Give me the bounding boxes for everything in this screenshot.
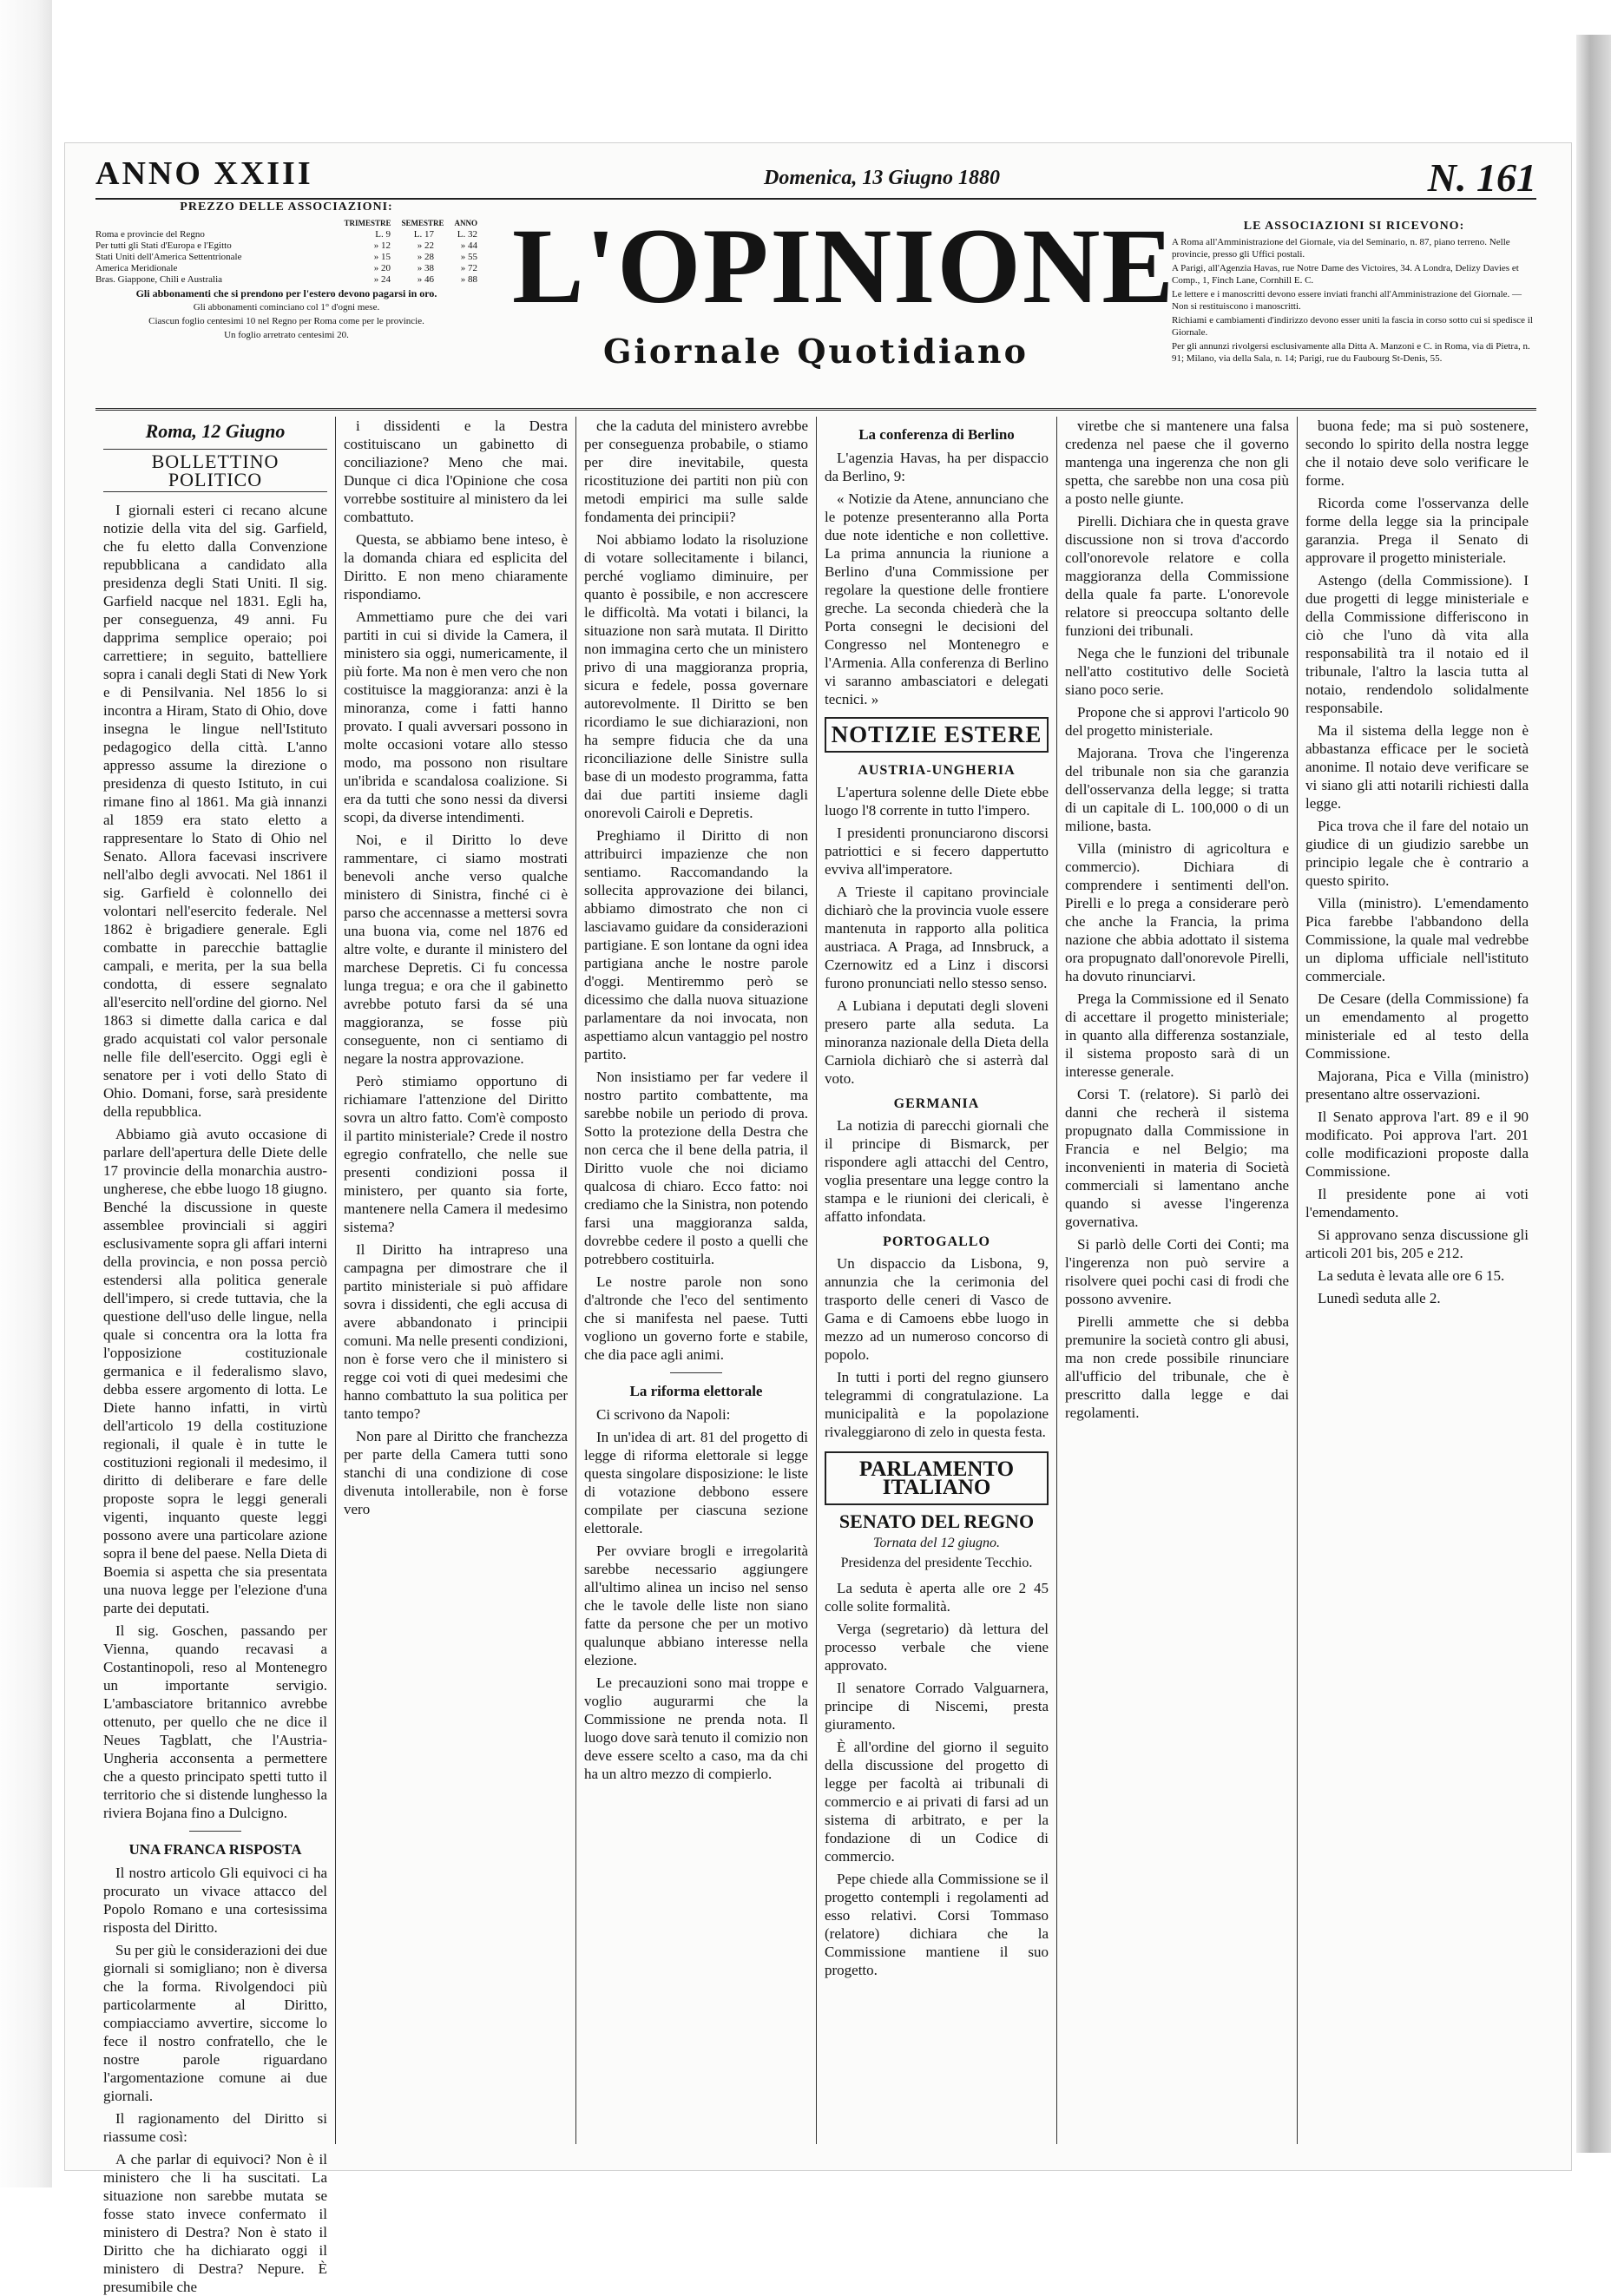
price-trim: » 15 [373,252,391,262]
page-edge-right [1576,35,1611,2153]
article-paragraph: Ma il sistema della legge non è abbastanza efficace per le società anonime. Il notaio deve verificare se vi siano gli atti notarili richiesti dalla legge. [1305,722,1529,812]
price-place: Roma e provincie del Regno [95,229,205,240]
article-paragraph: Abbiamo già avuto occasione di parlare dell'apertura delle Diete delle 17 provincie della monarchia austro-ungherese, che ebbe luogo 18 giugno. Benché la discussione in queste assemblee provinciali si aggiri esclusivamente sopra gli affari interni della provincia, e non possa perciò estendersi alla politica generale dell'impero, si crede tuttavia, che la questione dell'uso delle lingue, nella quale si concentra ora la lotta fra l'opposizione costituzionale germanica e il federalismo slavo, debba essere argomento di lotta. Le Diete hanno infatti, in virtù dell'articolo 19 della costituzione regionali, il quale è in tutte le costituzioni regionali il medesimo, il diritto di deliberare e fare delle proposte sopra le leggi generali vigenti, inquanto queste leggi possono avere una particolare azione sopra il bene del paese. Nella Dieta di Boemia si aspetta che sia presentata una nuova legge per l'elezione d'una parte dei deputati. [103,1126,327,1616]
article-paragraph: Pepe chiede alla Commissione se il progetto contempli i regolamenti ad esso relativi. Corsi Tommaso (relatore) dichiara che la Commissione mantiene il suo progetto. [825,1871,1049,1978]
price-row [95,274,477,286]
masthead-rule [95,408,1536,411]
article-paragraph: È all'ordine del giorno il seguito della discussione del progetto di legge per facoltà ai tribunali di commercio e ai privati di farsi ad un sistema di arbitrato, e per la fondazione di un Codice di commercio. [825,1739,1049,1865]
offices-rome: A Roma all'Amministrazione del Giornale, via del Seminario, n. 87, piano terreno. Nelle provincie, presso gli Uffici postali. [1172,237,1510,260]
senato-heading: SENATO DEL REGNO [838,1510,1035,1532]
issue-date: Domenica, 13 Giugno 1880 [764,167,1001,189]
article-paragraph: Lunedì seduta alle 2. [1318,1290,1441,1306]
price-anno: » 44 [460,240,477,251]
article-paragraph: I presidenti pronunciarono discorsi patriottici e si fecero dappertutto evviva all'imperatore. [825,825,1049,878]
germania-heading: GERMANIA [893,1096,980,1111]
subscription-prices [95,201,477,343]
price-trim: » 20 [373,263,391,273]
prices-heading: PREZZO DELLE ASSOCIAZIONI: [180,201,393,214]
article-paragraph: Majorana, Pica e Villa (ministro) presentano altre osservazioni. [1305,1068,1529,1102]
article-paragraph: L'agenzia Havas, ha per dispaccio da Berlino, 9: [825,450,1049,484]
article-paragraph: Però stimiamo opportuno di richiamare l'attenzione del Diritto sovra un altro fatto. Com'è composto il partito ministeriale? Crede il nostro egregio confratello, che nelle sue presenti condizioni possa il ministero, per quanto sia forte, mantenere nella Camera il medesimo sistema? [344,1073,568,1235]
article-paragraph: Astengo (della Commissione). I due progetti di legge ministeriale e della Commissione differiscono in ciò che l'uno dà vita alla responsabilità tra il notaio ed il tribunale, l'altro la lascia tutta al notaio, rendendolo solidalmente responsabile. [1305,572,1529,716]
article-paragraph: Ci scrivono da Napoli: [596,1406,731,1423]
article-paragraph: Pirelli ammette che si debba premunire la società contro gli abusi, ma non crede possibile rinunciare all'ufficio del tribunale, che è prescritto dalla legge e dai regolamenti. [1065,1313,1289,1421]
article-paragraph: Noi abbiamo lodato la risoluzione di votare sollecitamente i bilanci, perché vogliamo diminuire, per quanto è possibile, e non accrescere le difficoltà. Ma votati i bilanci, la situazione non sarà mutata. Il Diritto non immagina certo che un ministero privo di una maggioranza propria, sicura e fedele, possa governare autorevolmente. Il Diritto se ben ricordiamo le sue dichiarazioni, non ha sempre fiducia che da una riconciliazione delle Sinistre sulla base di un modesto programma, fatta dai due partiti insieme dagli onorevoli Cairoli e Depretis. [584,531,808,821]
tornata-line: Tornata del 12 giugno. [872,1536,1001,1550]
year-volume: ANNO XXIII [95,155,313,192]
price-place: Stati Uniti dell'America Settentrionale [95,252,242,262]
article-paragraph: Pica trova che il fare del notaio un giudice di un giudizio sarebbe un principio legale che è contrario a questo spirito. [1305,818,1529,889]
article-paragraph: Per ovviare brogli e irregolarità sarebbe necessario aggiungere all'ultimo alinea un inciso nel senso che le tavole delle liste non siano fatte da persone che per un motivo qualunque abbiano interesse nella elezione. [584,1543,808,1668]
top-rule [95,198,1536,200]
price-sem: » 22 [417,240,434,251]
franca-risposta-heading: UNA FRANCA RISPOSTA [128,1841,302,1858]
note-start: Gli abbonamenti cominciano col 1° d'ogni mese. [193,302,380,312]
price-anno: » 72 [460,263,477,273]
article-paragraph: i dissidenti e la Destra costituiscano un gabinetto di conciliazione? Meno che mai. Dunque ci dica l'Opinione che cosa vorrebbe sostituire al ministero da lei combattuto. [344,418,568,525]
note-gold: Gli abbonamenti che si prendono per l'estero devono pagarsi in oro. [135,287,437,299]
price-place: Per tutti gli Stati d'Europa e l'Egitto [95,240,232,251]
price-trim: L. 9 [375,229,391,240]
price-column-headers [95,217,477,229]
article-paragraph: Il Diritto ha intrapreso una campagna per dimostrare che il partito ministeriale si può affidare sovra i dissidenti, che egli accusa di avere abbandonato i principii comuni. Ma nelle presenti condizioni, non è forse vero che il ministero si regge coi voti di quei medesimi che hanno combattuto la sua politica per tanto tempo? [344,1241,568,1422]
article-paragraph: buona fede; ma si può sostenere, secondo lo spirito della nostra legge che il notaio deve solo verificare le forme. [1305,418,1529,489]
article-paragraph: Non insistiamo per far vedere il nostro partito combattente, ma sarebbe nobile un periodo di prova. Sotto la protezione della Destra che non cerca che il bene della patria, il Diritto vuole che noi diciamo qualcosa di chiaro. Ecco fatto: noi crediamo che la Sinistra, non potendo farsi una maggioranza salda, dovrebbe cedere il posto a quelli che potrebbero costituirla. [584,1069,808,1267]
portogallo-heading: PORTOGALLO [883,1234,990,1249]
price-trim: » 24 [373,274,391,285]
article-paragraph: Su per giù le considerazioni dei due giornali si somigliano; non è diversa che la forma. Rivolgendoci più particolarmente al Diritto, compiacciamo avvertire, siccome lo fece il nostro confratello, che le nostre parole riguardano l'argomentazione comune ai due giornali. [103,1942,327,2104]
article-paragraph: Un dispaccio da Lisbona, 9, annunzia che la cerimonia del trasporto delle ceneri di Vasco de Gama e di Camoens ebbe luogo in mezzo ad un numeroso concorso di popolo. [825,1255,1049,1363]
article-paragraph: A che parlar di equivoci? Non è il ministero che li ha suscitati. La situazione non sarebbe mutata se fosse stato invece confermato il ministero di Destra? Non è stato il Diritto che ha dichiarato oggi il ministero di Destra? Nepure. È presumibile che [103,2151,327,2295]
price-row [95,252,477,263]
price-sem: L. 17 [413,229,434,240]
offices-address-change: Richiami e cambiamenti d'indirizzo devono esser uniti la fascia in corso sotto cui si spedisce il Giornale. [1172,315,1533,338]
article-paragraph: Questa, se abbiamo bene inteso, è la domanda chiara ed esplicita del Diritto. E non meno chiaramente rispondiamo. [344,531,568,602]
offices-abroad: A Parigi, all'Agenzia Havas, rue Notre Dame des Victoires, 34. A Londra, Delizy Davies et Comp., 1, Finch Lane, Cornhill E. C. [1172,263,1519,286]
article-paragraph: Villa (ministro). L'emendamento Pica farebbe l'abbandono della Commissione, la quale mal vedrebbe un diploma ufficiale nell'istituto commerciale. [1305,895,1529,984]
article-paragraph: Il ragionamento del Diritto si riassume così: [103,2110,327,2145]
section-divider [189,1831,241,1832]
offices-advertising: Per gli annunzi rivolgersi esclusivamente alla Ditta A. Manzoni e C. in Roma, via di Pietra, n. 91; Milano, via della Sala, n. 14; Parigi, rue du Faubourg St-Denis, 55. [1172,341,1530,364]
article-paragraph: viretbe che si mantenere una falsa credenza nel paese che il governo mantenga una ingerenza che non gli spetta, che sarebbe non una cosa più a posto nelle giunte. [1065,418,1289,507]
article-paragraph: A Trieste il capitano provinciale dichiarò che la provincia vuole essere mantenuta in rapporto alla politica austriaca. A Praga, ad Innsbruck, a Czernowitz ed a Linz i discorsi furono pronunciati nello stesso senso. [825,884,1049,991]
price-trim: » 12 [373,240,391,251]
offices-heading: LE ASSOCIAZIONI SI RICEVONO: [1243,220,1465,233]
article-paragraph: Il senatore Corrado Valguarnera, principe di Niscemi, presta giuramento. [825,1680,1049,1733]
price-place: Bras. Giappone, Chili e Australia [95,274,223,285]
newspaper-title: L'OPINIONE [512,207,1176,326]
article-paragraph: La seduta è levata alle ore 6 15. [1318,1267,1505,1284]
article-paragraph: Il sig. Goschen, passando per Vienna, quando recavasi a Costantinopoli, reso al Montenegro un importante servigio. L'ambasciatore britannico avrebbe ottenuto, per quello che ne dice il Neues Tagblatt, che l'Austria-Ungheria acconsenta a permettere che a questo principato spetti tutto il territorio che si distende lunghesso la riviera Bojana fino a Dulcigno. [103,1622,327,1821]
notizie-estere-heading: NOTIZIE ESTERE [825,717,1049,753]
header-trimestre: TRIMESTRE [344,219,391,227]
masthead [95,201,1536,401]
price-row [95,240,477,252]
article-paragraph: che la caduta del ministero avrebbe per conseguenza probabile, o stiamo per dire inevitabile, questa ricostituzione dei partiti non più con metodi empirici ma sulle salde fondamenta dei principii? [584,418,808,525]
note-back-issue: Un foglio arretrato centesimi 20. [224,330,349,340]
price-anno: L. 32 [457,229,477,240]
article-paragraph: I giornali esteri ci recano alcune notizie della vita del sig. Garfield, che fu eletto dalla Convenzione repubblicana a candidato alla presidenza degli Stati Uniti. Il sig. Garfield nacque nel 1831. Egli ha, per conseguenza, 49 anni. Fu dapprima semplice operaio; poi carrettiere; in seguito, battelliere sopra i canali degli Stati di New York e di Pensilvania. Nel 1856 lo si incontra a Hiram, Stato di Ohio, dove insegna le lingue nell'Istituto pedagogico della città. L'anno appresso assume la direzione o presidenza di questo Istituto, in cui rimane fino al 1861. Ma già innanzi al 1859 era stato eletto a rappresentare lo Stato di Ohio nel Senato. Allora facevasi inscrivere nell'albo degli avvocati. Nel 1861 il sig. Garfield è colonnello dei volontari nell'esercito federale. Nel 1862 è brigadiere generale. Egli combatte in parecchie battaglie campali, e merita, per la sua bella condotta, di essere segnalato all'esercito nell'ordine del giorno. Nel 1863 si dimette dalla carica e dal grado acquistati col valor personale nelle file dell'esercito. Oggi egli è senatore per i voti dello Stato di Ohio. Domani, forse, sarà presidente della repubblica. [103,502,327,1120]
column-4 [817,417,1056,2144]
header-semestre: SEMESTRE [401,219,444,227]
article-paragraph: L'apertura solenne delle Diete ebbe luogo l'8 corrente in tutto l'impero. [825,784,1049,819]
article-paragraph: Preghiamo il Diritto di non attribuirci impazienze che non sentiamo. Raccomandando la sollecita approvazione dei bilanci, abbiamo dimostrato che non ci lasciavamo guidare da considerazioni partigiane. E son lontane da ogni idea partigiana anche le nostre parole d'oggi. Mentiremmo però se dicessimo che dalla nuova situazione parlamentare da noi invocata, non aspettiamo alcun vantaggio pel nostro partito. [584,827,808,1062]
article-paragraph: Il nostro articolo Gli equivoci ci ha procurato un vivace attacco del Popolo Romano e una cortesissima risposta del Diritto. [103,1865,327,1936]
article-paragraph: « Notizie da Atene, annunciano che le potenze presenteranno alla Porta due note identiche e non collettive. La prima annuncia la riunione a Berlino d'una Commissione per regolare la questione delle frontiere greche. La seconda chiederà che la Porta consegni le decisioni del Congresso nel Montenegro e l'Armenia. Alla conferenza di Berlino vi saranno ambasciatori e delegati tecnici. » [825,490,1049,707]
bollettino-heading: BOLLETTINO POLITICO [103,449,327,492]
article-paragraph: In tutti i porti del regno giunsero telegrammi di congratulazione. La municipalità e la popolazione rivaleggiarono di zelo in questa festa. [825,1369,1049,1440]
article-paragraph: Non pare al Diritto che franchezza per parte della Camera tutti sono stanchi di una condizione di cose divenuta intollerabile, non è forse vero [344,1428,568,1517]
title-block [512,201,1176,371]
header-anno: ANNO [454,219,477,227]
price-anno: » 55 [460,252,477,262]
austria-heading: AUSTRIA-UNGHERIA [858,763,1016,778]
columns [95,417,1536,2295]
column-6 [1298,417,1536,2144]
article-paragraph: Verga (segretario) dà lettura del processo verbale che viene approvato. [825,1621,1049,1674]
article-paragraph: A Lubiana i deputati degli sloveni presero parte alla seduta. La minoranza nazionale della Dieta della Carniola dichiarò che si asterrà dal voto. [825,997,1049,1087]
page-edge-left [0,0,52,2187]
riforma-heading: La riforma elettorale [629,1383,763,1399]
presidenza-line: Presidenza del presidente Tecchio. [840,1556,1033,1570]
parlamento-heading: PARLAMENTO ITALIANO [825,1451,1049,1505]
article-paragraph: Le precauzioni sono mai troppe e voglio augurarmi che la Commissione ne prenda nota. Il luogo dove sarà tenuto il comizio non deve essere scelto a caso, ma da chi ha un altro mezzo di compierlo. [584,1674,808,1782]
dateline-bar [95,155,1536,200]
article-paragraph: De Cesare (della Commissione) fa un emendamento al progetto ministeriale ed al testo della Commissione. [1305,990,1529,1062]
newspaper-subtitle: Giornale Quotidiano [602,332,1029,371]
price-row [95,263,477,274]
article-paragraph: Nega che le funzioni del tribunale nell'atto costitutivo delle Società siano poco serie. [1065,645,1289,698]
article-paragraph: Ricorda come l'osservanza delle forme della legge sia la principale garanzia. Prega il Senato di approvare il progetto ministeriale. [1305,495,1529,566]
price-place: America Meridionale [95,263,178,273]
article-paragraph: La seduta è aperta alle ore 2 45 colle solite formalità. [825,1580,1049,1615]
subscription-offices [1172,220,1536,366]
rome-dateline: Roma, 12 Giugno [145,420,286,442]
column-2 [336,417,575,2144]
price-sem: » 28 [417,252,434,262]
article-paragraph: Prega la Commissione ed il Senato di accettare il progetto ministeriale; in quanto alla differenza sostanziale, il sistema proposto sarà di un interesse generale. [1065,990,1289,1080]
price-row [95,229,477,240]
berlino-heading: La conferenza di Berlino [858,426,1015,443]
column-5 [1057,417,1297,2144]
article-paragraph: Si approvano senza discussione gli articoli 201 bis, 205 e 212. [1305,1227,1529,1261]
price-table [95,229,477,286]
article-paragraph: Si parlò delle Corti dei Conti; ma l'ingerenza non può servire a risolvere quei pochi casi di frodi che possono avvenire. [1065,1236,1289,1307]
article-paragraph: Ammettiamo pure che dei vari partiti in cui si divide la Camera, il ministero sia oggi, numericamente, il più forte. Ma non è men vero che non costituisce la maggioranza: anzi è la minoranza, come i fatti hanno provato. I quali avversari possono in molte occasioni votare allo stesso modo, ma possono non risultare un'ibrida e scandalosa coalizione. Si era da tutti che sono nessi da diversi scopi, da diverse intendimenti. [344,609,568,826]
article-paragraph: Propone che si approvi l'articolo 90 del progetto ministeriale. [1065,704,1289,739]
column-3 [576,417,816,2144]
article-paragraph: Villa (ministro di agricoltura e commercio). Dichiara di comprendere i sentimenti dell'on. Pirelli e lo prega a considerare però che anche la Francia, la prima nazione che abbia adottato il sistema ora propugnato dall'onorevole Pirelli, ha dovuto rinunciarvi. [1065,840,1289,984]
section-divider [670,1372,722,1373]
article-paragraph: Il presidente pone ai voti l'emendamento. [1305,1186,1529,1220]
article-paragraph: Majorana. Trova che l'ingerenza del tribunale non sia che garanzia dell'osservanza della legge; si tratta di un capitale di L. 100,000 o di un milione, basta. [1065,745,1289,834]
article-paragraph: La notizia di parecchi giornali che il principe di Bismarck, per rispondere agli attacchi del Centro, voglia presentare una legge contro la stampa e le riunioni dei clericali, è affatto infondata. [825,1117,1049,1225]
article-paragraph: Corsi T. (relatore). Si parlò dei danni che recherà il sistema propugnato dalla Commissione in Francia e nel Belgio; ma inconvenienti in materia di Società commerciali si lamentano anche quando si avesse l'ingerenza governativa. [1065,1086,1289,1230]
article-paragraph: Pirelli. Dichiara che in questa grave discussione non si trova d'accordo coll'onorevole relatore e colla maggioranza della Commissione della quale fa parte. L'onorevole relatore si preoccupa soltanto delle funzioni dei tribunali. [1065,513,1289,639]
article-paragraph: Il Senato approva l'art. 89 e il 90 modificato. Poi approva l'art. 201 colle modificazioni proposte dalla Commissione. [1305,1109,1529,1180]
price-sem: » 38 [417,263,434,273]
price-notes [95,287,477,341]
article-paragraph: In un'idea di art. 81 del progetto di legge di riforma elettorale si legge questa singolare disposizione: le liste di votazione debbono essere compilate per ciascuna sezione elettorale. [584,1429,808,1536]
note-single-copy: Ciascun foglio centesimi 10 nel Regno per Roma come per le provincie. [148,316,424,326]
offices-letters: Le lettere e i manoscritti devono essere inviati franchi all'Amministrazione del Giornale. — Non si restituiscono i manoscritti. [1172,289,1522,312]
column-1 [95,417,335,2295]
article-paragraph: Le nostre parole non sono d'altronde che l'eco del sentimento che si manifesta nel paese. Tutti vogliono un governo forte e stabile, che dia pace agli animi. [584,1273,808,1363]
price-anno: » 88 [460,274,477,285]
article-paragraph: Noi, e il Diritto lo deve rammentare, ci siamo mostrati benevoli anche verso qualche ministero di Sinistra, finché ci è parso che accennasse a mettersi sovra una buona via, come nel 1876 ed altre volte, e durante il ministero del marchese Depretis. Ci fu concessa lunga tregua; e ora che il gabinetto avrebbe potuto farsi da sé una maggioranza, se fosse più conseguente, non ci sentiamo di negare la nostra approvazione. [344,832,568,1067]
issue-number: N. 161 [1427,155,1536,200]
price-sem: » 46 [417,274,434,285]
